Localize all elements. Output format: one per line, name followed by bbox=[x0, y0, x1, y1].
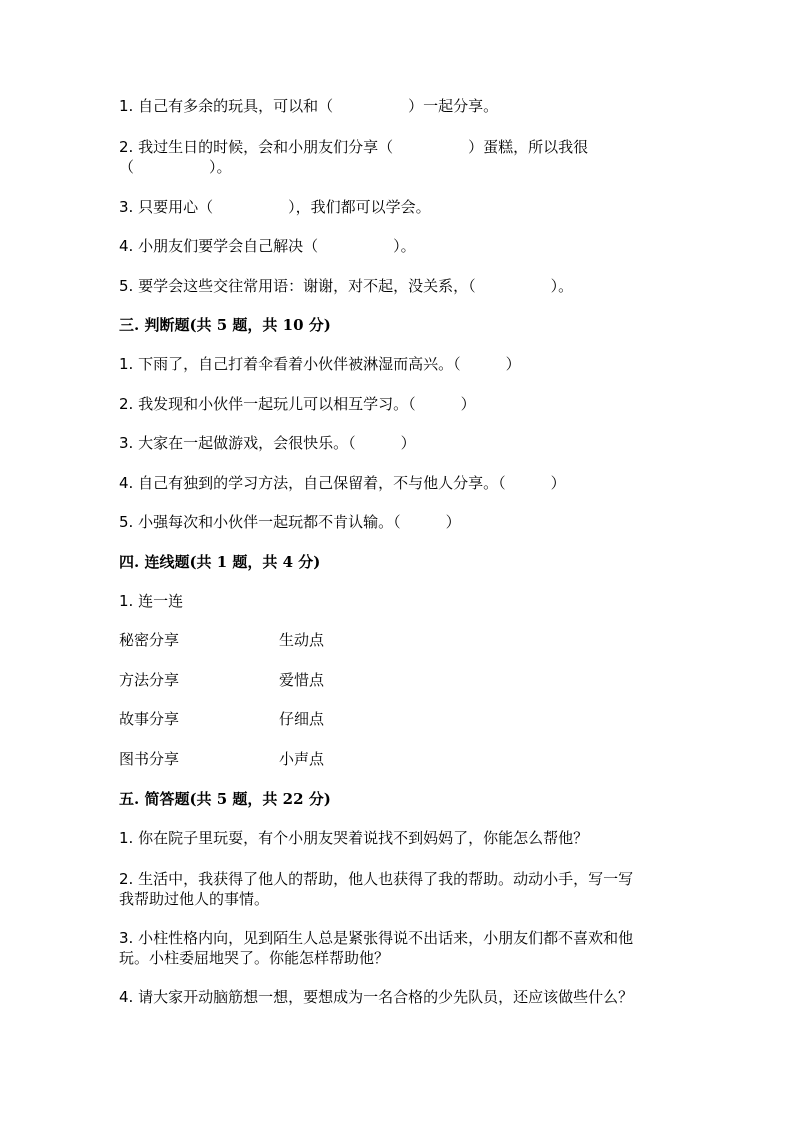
short-answer-q1: 1. 你在院子里玩耍，有个小朋友哭着说找不到妈妈了，你能怎么帮他？ bbox=[119, 829, 589, 847]
fill-q3: 3. 只要用心（ ），我们都可以学会。 bbox=[119, 198, 431, 216]
short-answer-q4: 4. 请大家开动脑筋想一想，要想成为一名合格的少先队员，还应该做些什么？ bbox=[119, 988, 634, 1006]
short-answer-q3-line1: 3. 小柱性格内向，见到陌生人总是紧张得说不出话来，小朋友们都不喜欢和他 bbox=[119, 929, 634, 947]
judge-q4: 4. 自己有独到的学习方法，自己保留着，不与他人分享。（ ） bbox=[119, 474, 566, 492]
matching-left-item: 秘密分享 bbox=[119, 631, 180, 649]
judge-q1: 1. 下雨了，自己打着伞看着小伙伴被淋湿而高兴。（ ） bbox=[119, 355, 521, 373]
fill-q1: 1. 自己有多余的玩具，可以和（ ）一起分享。 bbox=[119, 97, 499, 115]
matching-left-item: 故事分享 bbox=[119, 710, 180, 728]
matching-right-item: 小声点 bbox=[279, 750, 325, 768]
judge-heading: 三. 判断题(共 5 题，共 10 分) bbox=[119, 316, 331, 334]
matching-left-item: 图书分享 bbox=[119, 750, 180, 768]
judge-q3: 3. 大家在一起做游戏，会很快乐。（ ） bbox=[119, 434, 416, 452]
short-answer-q2-line1: 2. 生活中，我获得了他人的帮助，他人也获得了我的帮助。动动小手，写一写 bbox=[119, 870, 634, 888]
fill-q5: 5. 要学会这些交往常用语：谢谢，对不起，没关系，（ ）。 bbox=[119, 277, 574, 295]
fill-q2-line1: 2. 我过生日的时候，会和小朋友们分享（ ）蛋糕，所以我很 bbox=[119, 138, 589, 156]
fill-q2-line2: （ ）。 bbox=[119, 158, 232, 176]
judge-q2: 2. 我发现和小伙伴一起玩儿可以相互学习。（ ） bbox=[119, 395, 476, 413]
matching-right-item: 生动点 bbox=[279, 631, 325, 649]
matching-heading: 四. 连线题(共 1 题，共 4 分) bbox=[119, 553, 321, 571]
matching-right-item: 爱惜点 bbox=[279, 671, 325, 689]
short-answer-q2-line2: 我帮助过他人的事情。 bbox=[119, 890, 270, 908]
judge-q5: 5. 小强每次和小伙伴一起玩都不肯认输。（ ） bbox=[119, 513, 461, 531]
short-answer-heading: 五. 简答题(共 5 题，共 22 分) bbox=[119, 790, 331, 808]
matching-left-item: 方法分享 bbox=[119, 671, 180, 689]
short-answer-q3-line2: 玩。小柱委屈地哭了。你能怎样帮助他？ bbox=[119, 949, 390, 967]
fill-q4: 4. 小朋友们要学会自己解决（ ）。 bbox=[119, 237, 416, 255]
matching-right-item: 仔细点 bbox=[279, 710, 325, 728]
matching-q1: 1. 连一连 bbox=[119, 592, 184, 610]
